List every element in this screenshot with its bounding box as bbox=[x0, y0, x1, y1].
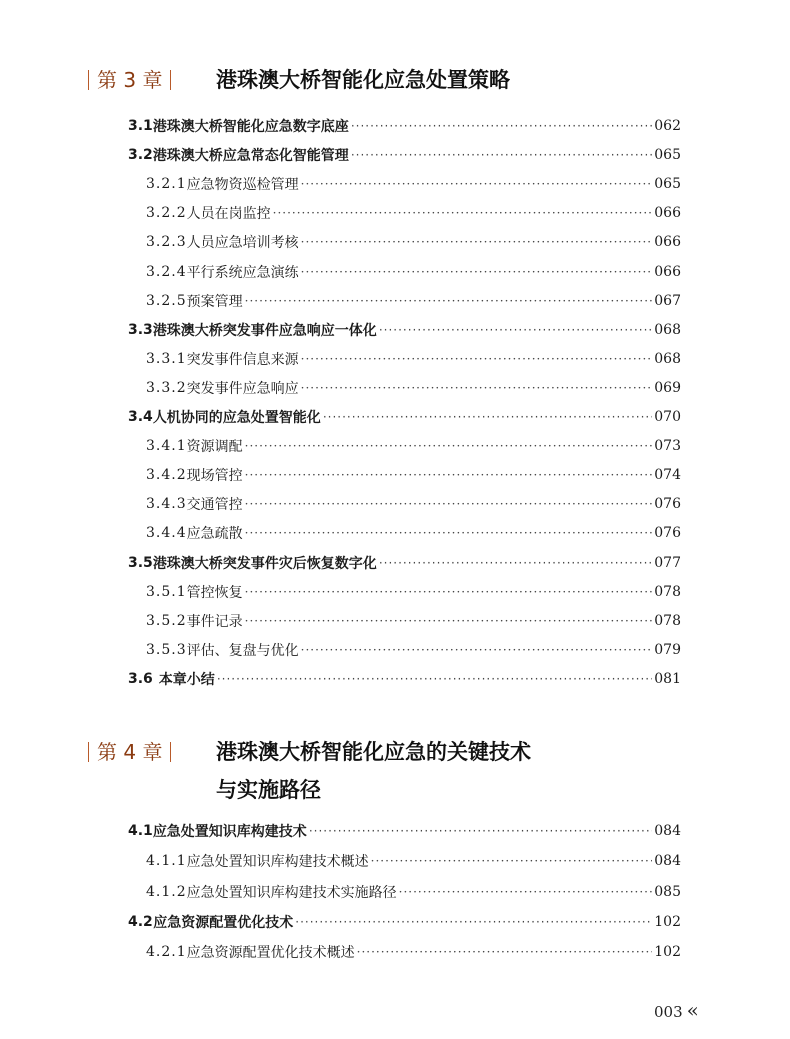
toc-entry-number: 4.1 bbox=[128, 823, 153, 839]
toc-entry-number: 3.2.5 bbox=[146, 292, 187, 309]
toc-entry-number: 3.2.2 bbox=[146, 205, 187, 222]
dot-leader bbox=[323, 410, 652, 424]
toc-entry-title: 港珠澳大桥应急常态化智能管理 bbox=[152, 148, 349, 165]
toc-entry-title: 预案管理 bbox=[186, 293, 243, 310]
toc-entry-page: 066 bbox=[654, 205, 681, 222]
toc-entry[interactable] bbox=[146, 522, 681, 544]
toc-entry-page: 079 bbox=[654, 641, 681, 658]
toc-entry-number: 3.4 bbox=[128, 409, 153, 425]
toc-entry[interactable] bbox=[146, 231, 681, 253]
toc-entry-number: 3.5 bbox=[128, 554, 153, 571]
dot-leader bbox=[217, 672, 652, 686]
dot-leader bbox=[245, 468, 653, 482]
dot-leader bbox=[301, 235, 653, 249]
toc-entry-number: 3.4.2 bbox=[146, 467, 187, 484]
toc-entry-title: 应急处置知识库构建技术实施路径 bbox=[186, 884, 397, 901]
toc-entry[interactable] bbox=[146, 202, 681, 224]
toc-entry[interactable] bbox=[128, 668, 681, 690]
toc-entry[interactable] bbox=[146, 377, 681, 399]
toc-entry[interactable] bbox=[128, 406, 681, 428]
toc-entry-number: 4.1.2 bbox=[146, 883, 187, 900]
toc-entry-page: 081 bbox=[654, 670, 681, 687]
toc-entry-page: 069 bbox=[654, 379, 681, 396]
toc-entry-title: 港珠澳大桥突发事件应急响应一体化 bbox=[152, 322, 377, 339]
dot-leader bbox=[351, 148, 652, 162]
toc-entry-page: 066 bbox=[654, 234, 681, 251]
toc-entry-page: 067 bbox=[654, 292, 681, 309]
toc-entry-title: 资源调配 bbox=[186, 439, 243, 456]
toc-entry-page: 084 bbox=[654, 823, 681, 839]
toc-entry-title: 本章小结 bbox=[158, 671, 215, 688]
toc-entry-number: 3.6 bbox=[128, 670, 153, 687]
toc-entry-page: 085 bbox=[654, 883, 681, 900]
toc-entry-title: 人员在岗监控 bbox=[186, 206, 271, 223]
dot-leader bbox=[295, 915, 652, 929]
toc-entry-page: 078 bbox=[654, 612, 681, 629]
toc-entry-page: 076 bbox=[654, 496, 681, 513]
toc-entry-page: 066 bbox=[654, 263, 681, 280]
dot-leader bbox=[379, 323, 652, 337]
chapter3-title: 港珠澳大桥智能化应急处置策略 bbox=[216, 67, 510, 92]
toc-entry-number: 3.2.3 bbox=[146, 234, 187, 251]
toc-entry-page: 070 bbox=[654, 409, 681, 425]
dot-leader bbox=[371, 854, 653, 868]
toc-entry-page: 102 bbox=[654, 944, 681, 961]
dot-leader bbox=[399, 885, 653, 899]
dot-leader bbox=[273, 206, 653, 220]
toc-entry[interactable] bbox=[146, 435, 681, 457]
toc-entry-page: 065 bbox=[654, 176, 681, 193]
dot-leader bbox=[379, 556, 652, 570]
dot-leader bbox=[245, 614, 653, 628]
dot-leader bbox=[245, 585, 653, 599]
dot-leader bbox=[245, 294, 653, 308]
toc-entry-number: 3.3.2 bbox=[146, 379, 187, 396]
dot-leader bbox=[245, 526, 653, 540]
toc-entry-number: 3.3 bbox=[128, 321, 153, 338]
dot-leader bbox=[245, 497, 653, 511]
toc-entry-page: 074 bbox=[654, 467, 681, 484]
toc-entry-page: 076 bbox=[654, 525, 681, 542]
toc-entry-number: 3.2.1 bbox=[146, 176, 187, 193]
toc-entry-title: 应急资源配置优化技术概述 bbox=[186, 945, 355, 962]
double-chevron-icon: « bbox=[686, 998, 699, 1022]
toc-entry[interactable] bbox=[146, 173, 681, 195]
toc-entry-title: 交通管控 bbox=[186, 497, 243, 514]
toc-entry-title: 管控恢复 bbox=[186, 584, 243, 601]
chapter4-label-block bbox=[88, 736, 179, 765]
chapter3-label-block bbox=[88, 64, 179, 93]
toc-entry-title: 评估、复盘与优化 bbox=[186, 642, 299, 659]
toc-entry-number: 3.5.1 bbox=[146, 583, 187, 600]
chapter4-title bbox=[216, 733, 531, 809]
toc-entry[interactable] bbox=[128, 319, 681, 341]
toc-entry-title: 事件记录 bbox=[186, 613, 243, 630]
toc-entry-title: 应急资源配置优化技术 bbox=[153, 914, 294, 931]
chapter4-label: 第 4 章 bbox=[97, 740, 163, 764]
toc-entry-title: 港珠澳大桥智能化应急数字底座 bbox=[152, 119, 349, 135]
toc-entry[interactable] bbox=[146, 941, 681, 963]
dot-leader bbox=[357, 945, 653, 959]
dot-leader bbox=[301, 265, 653, 279]
toc-entry[interactable] bbox=[128, 115, 681, 137]
toc-entry-title: 应急疏散 bbox=[186, 526, 243, 543]
chapter-bar bbox=[170, 742, 171, 762]
toc-entry-number: 3.4.4 bbox=[146, 525, 187, 542]
toc-entry-title: 应急处置知识库构建技术概述 bbox=[186, 854, 369, 871]
toc-entry[interactable] bbox=[146, 639, 681, 661]
chapter-bar bbox=[170, 70, 171, 90]
toc-entry-title: 人机协同的应急处置智能化 bbox=[152, 410, 321, 426]
dot-leader bbox=[301, 352, 653, 366]
toc-entry-page: 102 bbox=[654, 913, 681, 930]
dot-leader bbox=[245, 439, 653, 453]
toc-entry-page: 065 bbox=[654, 147, 681, 164]
toc-entry-number: 3.4.3 bbox=[146, 496, 187, 513]
toc-entry-title: 人员应急培训考核 bbox=[186, 235, 299, 252]
page-number: 003 bbox=[654, 1003, 683, 1021]
page-folio bbox=[654, 998, 699, 1022]
toc-entry[interactable] bbox=[146, 881, 681, 903]
dot-leader bbox=[309, 824, 652, 838]
toc-entry[interactable] bbox=[146, 610, 681, 632]
toc-entry-title: 平行系统应急演练 bbox=[186, 264, 299, 281]
toc-entry[interactable] bbox=[128, 820, 681, 842]
toc-entry-number: 3.2 bbox=[128, 147, 153, 164]
chapter-bar bbox=[88, 70, 89, 90]
dot-leader bbox=[301, 643, 653, 657]
toc-entry-page: 068 bbox=[654, 350, 681, 367]
toc-entry-number: 3.5.3 bbox=[146, 641, 187, 658]
toc-entry-title: 应急处置知识库构建技术 bbox=[152, 824, 307, 840]
toc-entry-page: 068 bbox=[654, 321, 681, 338]
toc-entry-number: 3.5.2 bbox=[146, 612, 187, 629]
toc-entry-title: 现场管控 bbox=[186, 468, 243, 485]
dot-leader bbox=[301, 381, 653, 395]
toc-entry[interactable] bbox=[146, 464, 681, 486]
toc-entry-page: 073 bbox=[654, 438, 681, 455]
toc-entry-page: 084 bbox=[654, 853, 681, 870]
toc-entry[interactable] bbox=[146, 348, 681, 370]
toc-entry[interactable] bbox=[146, 581, 681, 603]
toc-entry-number: 3.2.4 bbox=[146, 263, 187, 280]
chapter4-title-line2: 与实施路径 bbox=[216, 777, 321, 802]
chapter-bar bbox=[88, 742, 89, 762]
toc-entry-number: 4.2.1 bbox=[146, 944, 187, 961]
dot-leader bbox=[351, 119, 652, 133]
toc-entry[interactable] bbox=[146, 261, 681, 283]
toc-entry-page: 078 bbox=[654, 583, 681, 600]
toc-entry-page: 077 bbox=[654, 554, 681, 571]
toc-entry-number: 3.1 bbox=[128, 118, 153, 134]
toc-entry-page: 062 bbox=[654, 118, 681, 134]
toc-entry[interactable] bbox=[128, 911, 681, 933]
chapter4-title-line1: 港珠澳大桥智能化应急的关键技术 bbox=[216, 739, 531, 764]
toc-entry[interactable] bbox=[128, 144, 681, 166]
toc-entry[interactable] bbox=[146, 290, 681, 312]
toc-entry-number: 4.1.1 bbox=[146, 853, 187, 870]
toc-entry[interactable] bbox=[146, 850, 681, 872]
toc-entry-number: 3.3.1 bbox=[146, 350, 187, 367]
toc-entry-title: 应急物资巡检管理 bbox=[186, 177, 299, 194]
toc-entry-number: 4.2 bbox=[128, 913, 153, 930]
toc-entry-title: 突发事件信息来源 bbox=[186, 351, 299, 368]
toc-entry[interactable] bbox=[128, 552, 681, 574]
toc-entry-title: 突发事件应急响应 bbox=[186, 380, 299, 397]
chapter3-label: 第 3 章 bbox=[97, 68, 163, 92]
dot-leader bbox=[301, 177, 653, 191]
toc-entry-title: 港珠澳大桥突发事件灾后恢复数字化 bbox=[152, 555, 377, 572]
toc-entry[interactable] bbox=[146, 493, 681, 515]
toc-entry-number: 3.4.1 bbox=[146, 438, 187, 455]
